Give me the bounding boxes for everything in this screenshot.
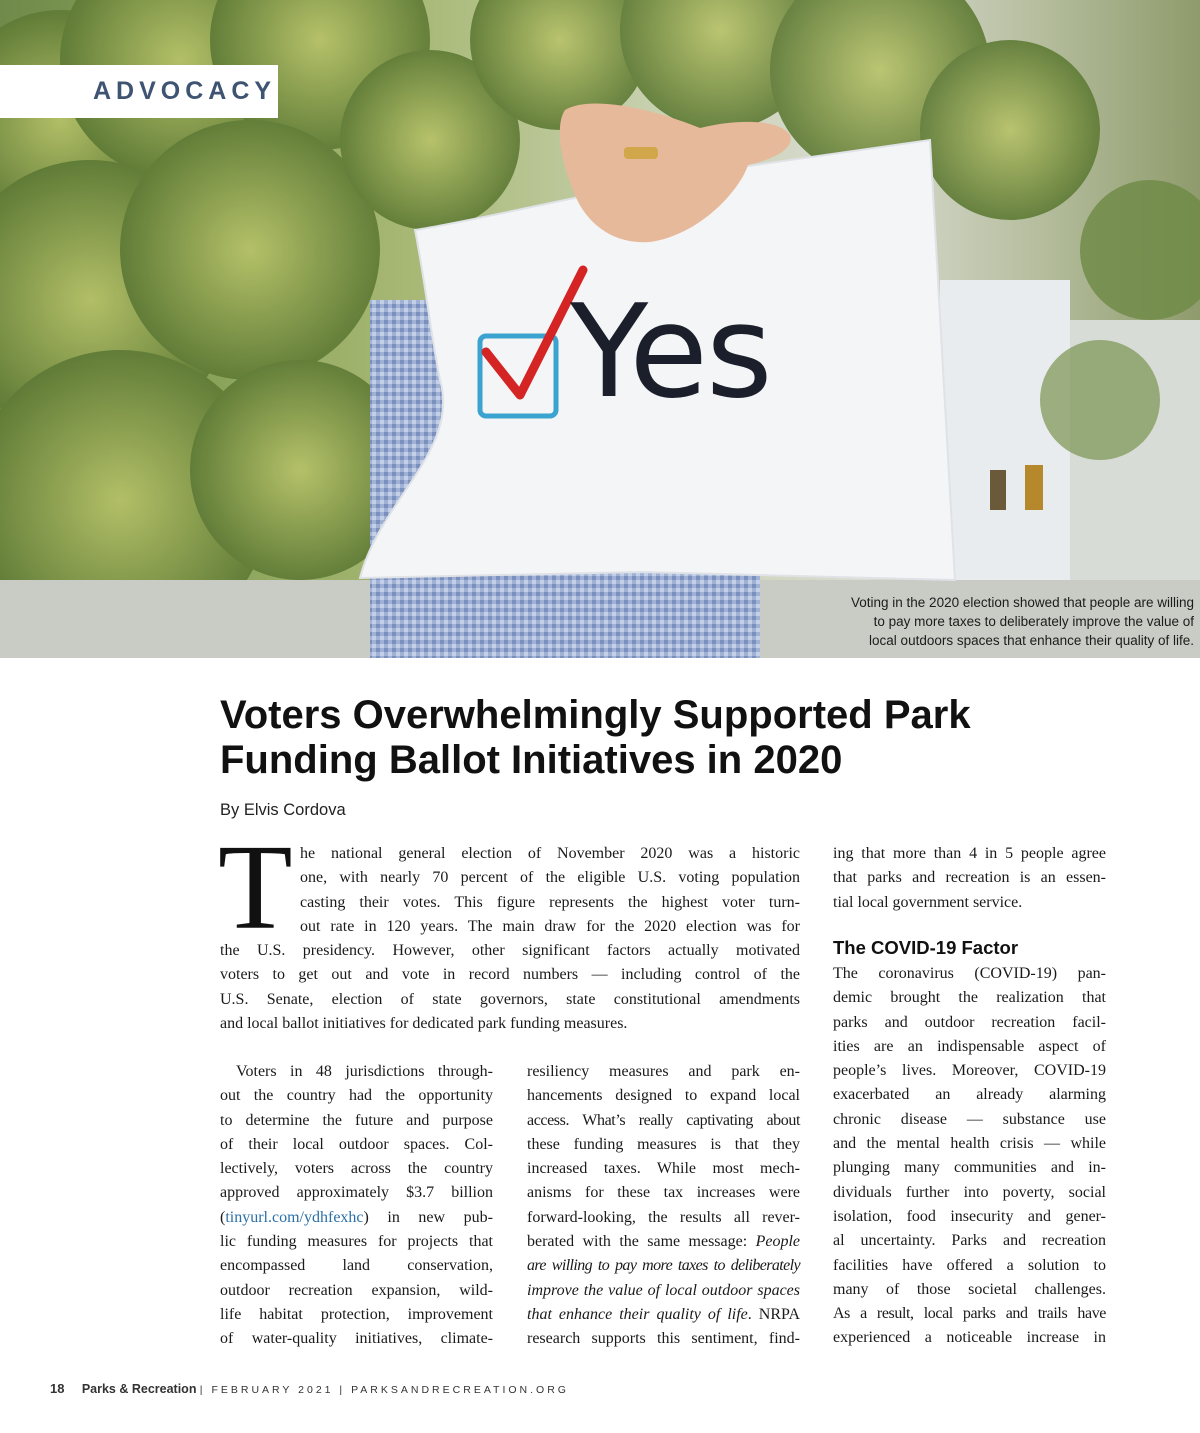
italic-line: are willing to pay more taxes to deliberately (527, 1257, 800, 1275)
article-headline (220, 693, 1120, 783)
body-line: that parks and recreation is an essen- (833, 869, 1106, 887)
body-column-1 (220, 1060, 493, 1352)
body-line: of water-quality initiatives, climate- (220, 1330, 493, 1348)
body-line: to determine the future and purpose (220, 1111, 493, 1129)
link-paren: ( (220, 1208, 226, 1226)
body-line: increased taxes. While most mech- (527, 1160, 800, 1178)
tinyurl-link[interactable]: tinyurl.com/ydhfexhc (225, 1208, 364, 1226)
body-line: chronic disease — substance use (833, 1110, 1106, 1128)
body-line: demic brought the realization that (833, 989, 1106, 1007)
body-line: research supports this sentiment, find- (527, 1330, 800, 1348)
body-line: ing that more than 4 in 5 people agree (833, 845, 1106, 862)
body-line-mixed (527, 1303, 800, 1327)
intro-line: voters to get out and vote in record numbers — including control of the (220, 966, 800, 984)
body-column-3-top (833, 842, 1106, 915)
sign-text: Yes (570, 278, 771, 427)
body-line: exacerbated an already alarming (833, 1086, 1106, 1104)
body-line: resiliency measures and park en- (527, 1063, 800, 1080)
body-line: isolation, food insecurity and gener- (833, 1207, 1106, 1225)
body-line: outdoor recreation expansion, wild- (220, 1281, 493, 1299)
body-line: lic funding measures for projects that (220, 1233, 493, 1251)
intro-line: out rate in 120 years. The main draw for the 2020 election was for (300, 917, 800, 935)
body-line-mixed (527, 1230, 800, 1254)
link-trailing-text: ) in new pub- (363, 1208, 493, 1226)
body-line: anisms for these tax increases were (527, 1184, 800, 1202)
body-line: As a result, local parks and trails have (833, 1305, 1106, 1323)
byline: By Elvis Cordova (220, 801, 346, 819)
body-line: life habitat protection, improvement (220, 1305, 493, 1323)
page-footer (50, 1381, 569, 1396)
body-line: dividuals further into poverty, social (833, 1183, 1106, 1201)
italic-line: improve the value of local outdoor spaces (527, 1281, 800, 1299)
page-number: 18 (50, 1381, 65, 1396)
body-line: hancements designed to expand local (527, 1087, 800, 1105)
caption-line: Voting in the 2020 election showed that people are willing (851, 595, 1194, 610)
body-line: encompassed land conservation, (220, 1257, 493, 1275)
body-line: Voters in 48 jurisdictions through- (236, 1063, 493, 1080)
body-text: berated with the same message: (527, 1233, 756, 1251)
body-line: out the country had the opportunity (220, 1087, 493, 1105)
headline-line: Voters Overwhelmingly Supported Park (220, 693, 971, 737)
body-column-2 (527, 1060, 800, 1352)
italic-text: People (755, 1233, 800, 1251)
body-line: many of those societal challenges. (833, 1280, 1106, 1298)
body-column-3-bottom (833, 962, 1106, 1351)
body-line: The coronavirus (COVID-19) pan- (833, 965, 1106, 982)
body-line: plunging many communities and in- (833, 1159, 1106, 1177)
body-line: facilities have offered a solution to (833, 1256, 1106, 1274)
intro-line: casting their votes. This figure represents the highest voter turn- (300, 893, 800, 911)
footer-issue-info: | FEBRUARY 2021 | PARKSANDRECREATION.ORG (199, 1384, 569, 1396)
body-line: forward-looking, the results all rever- (527, 1208, 800, 1226)
body-line: access. What’s really captivating about (527, 1111, 800, 1129)
drop-cap: T (218, 820, 293, 955)
headline-line: Funding Ballot Initiatives in 2020 (220, 738, 843, 782)
body-line: parks and outdoor recreation facil- (833, 1013, 1106, 1031)
section-subhead: The COVID-19 Factor (833, 937, 1019, 958)
italic-text: that enhance their quality of life (527, 1305, 748, 1323)
intro-line: the U.S. presidency. However, other significant factors actually motivated (220, 942, 800, 960)
body-line: people’s lives. Moreover, COVID-19 (833, 1062, 1106, 1080)
body-line: these funding measures is that they (527, 1135, 800, 1153)
intro-line: and local ballot initiatives for dedicated park funding measures. (220, 1015, 628, 1033)
photo-caption (774, 593, 1194, 650)
section-tag-label: ADVOCACY (93, 77, 277, 105)
caption-line: to pay more taxes to deliberately improve the value of (873, 614, 1194, 629)
caption-line: local outdoors spaces that enhance their quality of life. (869, 633, 1194, 648)
body-line: al uncertainty. Parks and recreation (833, 1232, 1106, 1250)
body-line: lectively, voters across the country (220, 1160, 493, 1178)
body-text: . NRPA (747, 1305, 800, 1323)
intro-line: U.S. Senate, election of state governors, state constitutional amendments (220, 990, 800, 1008)
body-line: of their local outdoor spaces. Col- (220, 1135, 493, 1153)
body-line: and the mental health crisis — while (833, 1135, 1106, 1153)
body-line: approved approximately $3.7 billion (220, 1184, 493, 1202)
intro-line: one, with nearly 70 percent of the eligible U.S. voting population (300, 869, 800, 887)
body-line: ities are an indispensable aspect of (833, 1037, 1106, 1055)
section-tag (0, 65, 278, 118)
intro-paragraph (220, 842, 800, 1036)
body-line: experienced a noticeable increase in (833, 1329, 1106, 1347)
magazine-name: Parks & Recreation (81, 1382, 197, 1396)
body-line-with-link (220, 1206, 493, 1230)
body-line: tial local government service. (833, 893, 1023, 911)
intro-line: he national general election of November 2020 was a historic (300, 845, 800, 862)
